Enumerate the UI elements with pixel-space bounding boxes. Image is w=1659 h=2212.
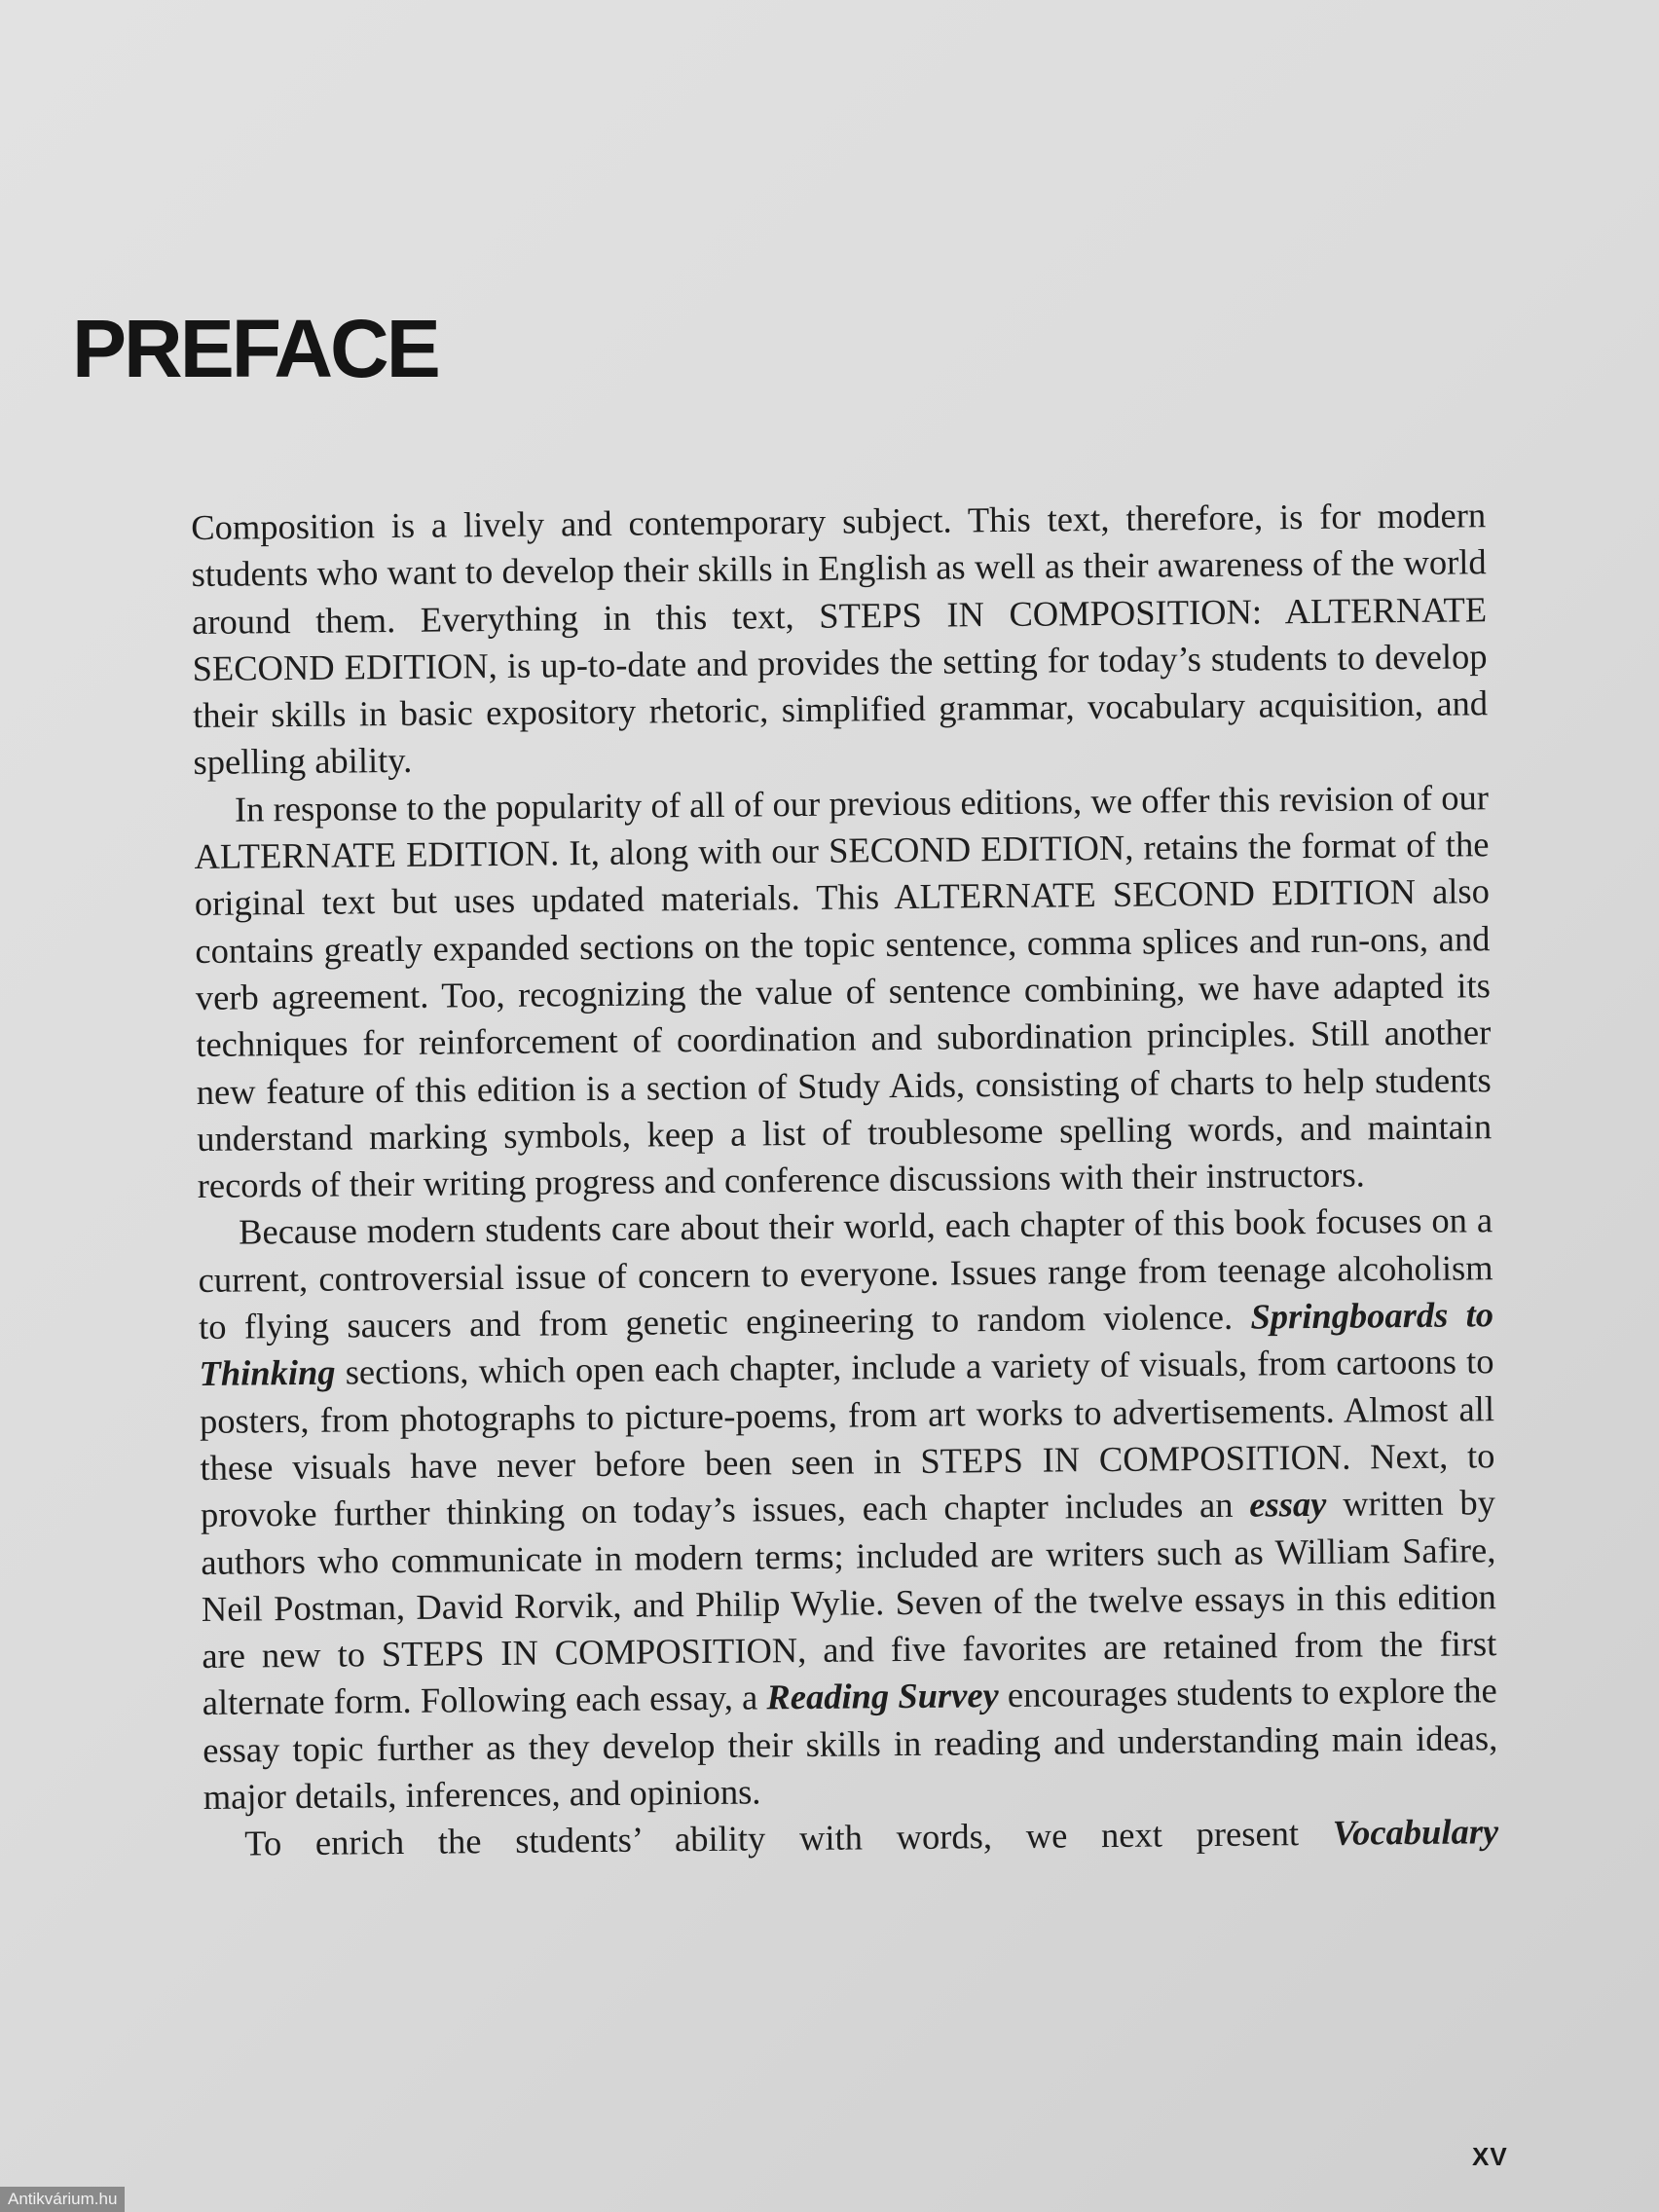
paragraph-3-text-b: sections, which open each chapter, include a variety of visuals, from cartoons to posters, from photographs to picture-poems, from art works to advertisements. Almost all these visuals have never before been seen in STEPS IN COMPOSITION. Next, to provoke further thinking on today’s issues, each chapter includes an: [199, 1341, 1495, 1535]
essay-emphasis: essay: [1249, 1484, 1327, 1525]
paragraph-3-text-c: written by authors who communicate in modern terms; included are writers such as William Safire, Neil Postman, David Rorvik, and Philip Wylie. Seven of the twelve essays in this edition are new to STEPS IN COMPOSITION, and five favorites are retained from the first alternate form. Following each essay, a: [201, 1482, 1497, 1723]
springboards-emphasis: Springboards to Thinking: [199, 1294, 1494, 1394]
paragraph-2: In response to the popularity of all of our previous editions, we offer this revision of our ALTERNATE EDITION. It, along with our SECOND EDITION, retains the format of the original text but uses updated materials. This ALTERNATE SECOND EDITION also contains greatly expanded sections on the topic sentence, comma splices and run-ons, and verb agreement. Too, recognizing the value of sentence combining, we have adapted its techniques for reinforcement of coordination and subordination principles. Still another new feature of this edition is a section of Study Aids, consisting of charts to help students understand marking symbols, keep a list of troublesome spelling words, and maintain records of their writing progress and conference discussions with their instructors.: [194, 777, 1493, 1206]
paragraph-1: Composition is a lively and contemporary subject. This text, therefore, is for modern students who want to develop their skills in English as well as their awareness of the world around them. Everything in this text, STEPS IN COMPOSITION: ALTERNATE SECOND EDITION, is up-to-date and provides the setting for today’s students to develop their skills in basic expository rhetoric, simplified grammar, vocabulary acquisition, and spelling ability.: [191, 495, 1489, 783]
paragraph-3-text-d: encourages students to explore the essay topic further as they develop their skills in reading and understanding main ideas, major details, inferences, and opinions.: [203, 1670, 1498, 1817]
vocabulary-emphasis: Vocabulary: [1332, 1811, 1499, 1854]
paragraph-3: [198, 1198, 1498, 1822]
reading-survey-emphasis: Reading Survey: [766, 1675, 999, 1717]
paragraph-4-text-a: To enrich the students’ ability with words, we next present: [244, 1813, 1333, 1863]
watermark: Antikvárium.hu: [0, 2187, 125, 2212]
paragraph-3-text-a: Because modern students care about their world, each chapter of this book focuses on a current, controversial issue of concern to everyone. Issues range from teenage alcoholism to flying saucers and from genetic engineering to random violence.: [198, 1199, 1493, 1347]
preface-body: [191, 492, 1498, 1867]
page-title: PREFACE: [72, 303, 438, 394]
page-number: XV: [1472, 2142, 1508, 2171]
